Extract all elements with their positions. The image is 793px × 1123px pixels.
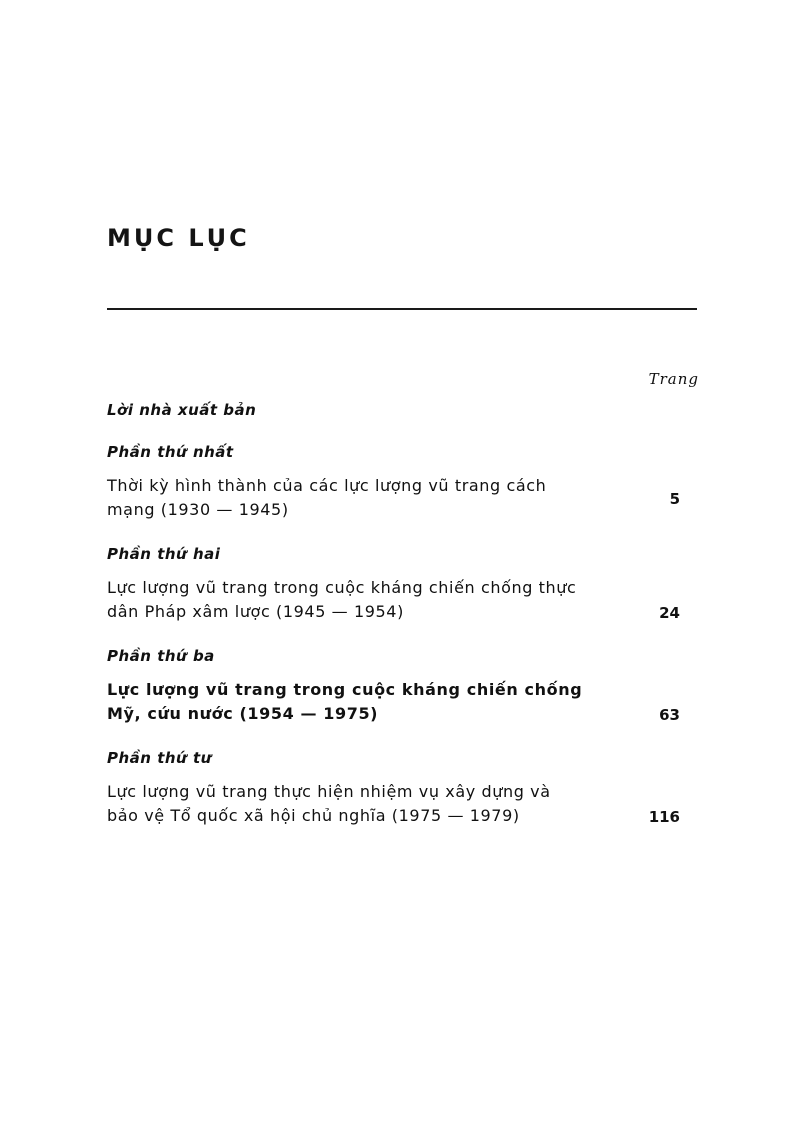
part-entry-row xyxy=(107,678,682,726)
toc-preface[interactable] xyxy=(107,400,682,420)
part-title xyxy=(107,474,627,522)
part-label: Phần thứ ba xyxy=(107,647,215,665)
toc-list xyxy=(107,400,682,850)
part-title xyxy=(107,678,627,726)
part-page-number: 24 xyxy=(659,604,680,622)
part-title-line: Lực lượng vũ trang trong cuộc kháng chiến chống thực xyxy=(107,578,577,597)
part-title-line: Lực lượng vũ trang trong cuộc kháng chiến chống xyxy=(107,680,583,699)
title-divider xyxy=(107,308,697,310)
part-label: Phần thứ nhất xyxy=(107,443,234,461)
part-title-line: Mỹ, cứu nước (1954 — 1975) xyxy=(107,704,379,723)
part-entry-row xyxy=(107,780,682,828)
toc-part-2[interactable] xyxy=(107,544,682,624)
preface-label: Lời nhà xuất bản xyxy=(107,401,257,419)
part-label: Phần thứ hai xyxy=(107,545,221,563)
part-title xyxy=(107,780,627,828)
toc-part-4[interactable] xyxy=(107,748,682,828)
part-label: Phần thứ tư xyxy=(107,749,212,767)
part-title xyxy=(107,576,627,624)
page-column-label: Trang xyxy=(648,370,699,388)
part-title-line: Thời kỳ hình thành của các lực lượng vũ trang cách xyxy=(107,476,547,495)
part-title-line: bảo vệ Tổ quốc xã hội chủ nghĩa (1975 — 1979) xyxy=(107,806,520,825)
part-entry-row xyxy=(107,474,682,522)
part-title-line: dân Pháp xâm lược (1945 — 1954) xyxy=(107,602,404,621)
part-title-line: mạng (1930 — 1945) xyxy=(107,500,289,519)
part-page-number: 63 xyxy=(659,706,680,724)
toc-part-1[interactable] xyxy=(107,442,682,522)
part-page-number: 5 xyxy=(669,490,680,508)
part-page-number: 116 xyxy=(648,808,680,826)
part-title-line: Lực lượng vũ trang thực hiện nhiệm vụ xây dựng và xyxy=(107,782,551,801)
part-entry-row xyxy=(107,576,682,624)
page-title: MỤC LỤC xyxy=(107,224,250,252)
toc-part-3[interactable] xyxy=(107,646,682,726)
